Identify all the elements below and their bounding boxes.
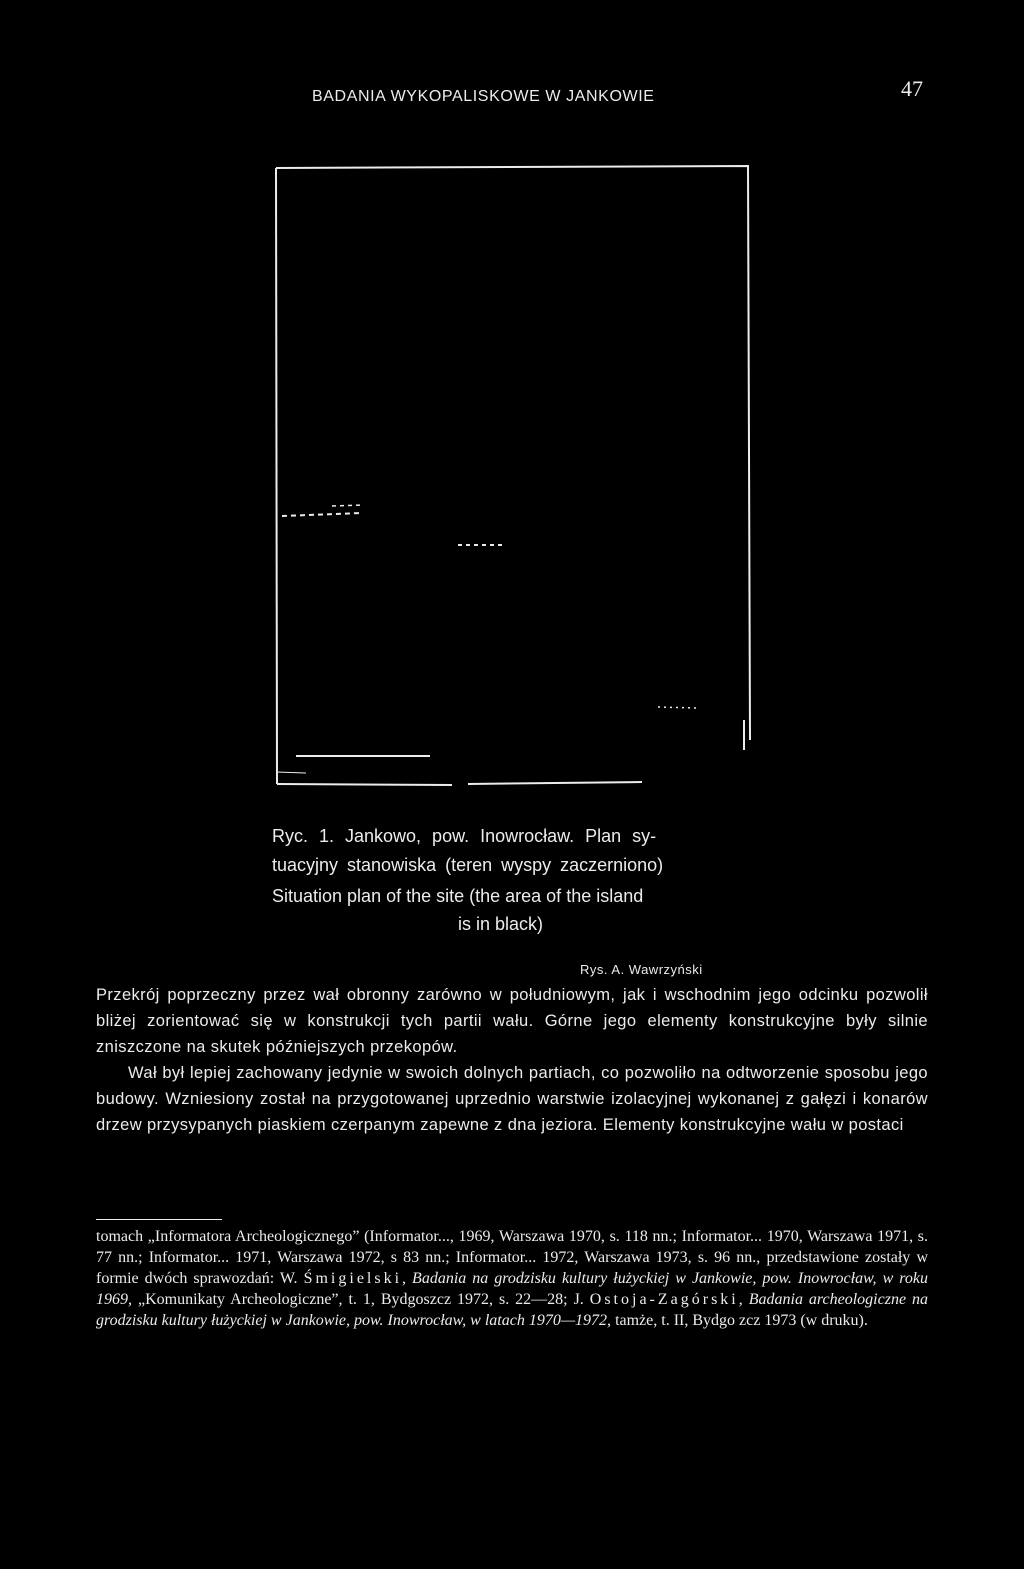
dotted-line-right: [658, 707, 696, 708]
plan-frame-left: [276, 168, 277, 784]
running-head: BADANIA WYKOPALISKOWE W JANKOWIE: [312, 88, 655, 105]
body-text: [96, 982, 928, 1138]
footnote-author: Ostoja-Zagórski: [589, 1291, 739, 1308]
figure-caption-english-line-1: Situation plan of the site (the area of the island: [272, 886, 644, 906]
footnote: [96, 1226, 928, 1331]
site-plan-figure: [272, 160, 756, 792]
footnote-separator-text: ,: [738, 1291, 749, 1308]
dashed-line-left: [282, 513, 362, 516]
site-plan-drawing: [272, 160, 756, 792]
edge-tick-lower: [276, 772, 306, 773]
footnote-text: tomach „Informatora Archeologicznego” (Informator..., 1969, Warszawa 1970, s. 118 nn.; Informator... 1970, Warszawa 1971, s. 77 nn.; Informator... 1971, Warszawa 1972, s 83 nn.; Informator... 1972, Warszawa 1973, s. 96 nn., przedstawione zostały w formie dwóch sprawozdań: W.: [96, 1228, 928, 1287]
footnote-author: Śmigielski: [303, 1270, 403, 1287]
figure-caption-polish-line-1: Ryc. 1. Jankowo, pow. Inowrocław. Plan sy-: [272, 826, 657, 846]
figure-caption-polish-line-2: tuacyjny stanowiska (teren wyspy zaczerniono): [272, 855, 664, 875]
figure-credit: Rys. A. Wawrzyński: [580, 962, 703, 977]
footnote-text: „Komunikaty Archeologiczne”, t. 1, Bydgoszcz 1972, s. 22—28; J.: [132, 1291, 590, 1308]
footnote-text: tamże, t. II, Bydgo zcz 1973 (w druku).: [611, 1312, 868, 1329]
footnote-separator-text: ,: [402, 1270, 413, 1287]
body-paragraph: Przekrój poprzeczny przez wał obronny zarówno w południowym, jak i wschodnim jego odcinku pozwolił bliżej zorientować się w konstrukcji tych partii wału. Górne jego elementy konstrukcyjne były silnie zniszczone na skutek późniejszych przekopów.: [96, 986, 928, 1056]
figure-caption-english-line-2: is in black): [458, 914, 544, 934]
plan-frame: [276, 166, 750, 740]
page-number: 47: [901, 76, 923, 101]
footnote-paragraph: [96, 1226, 928, 1331]
dashed-line-left-2: [332, 505, 362, 506]
footnote-title: Badania na grodzisku kultury łużyckiej w Jankowie, pow. Inowrocław, w roku 1969,: [96, 1270, 928, 1308]
body-paragraph: Wał był lepiej zachowany jedynie w swoich dolnych partiach, co pozwoliło na odtworzenie sposobu jego budowy. Wzniesiony został na przygotowanej uprzednio warstwie izolacyjnej wykonanej z gałęzi i konarów drzew przysypanych piaskiem czerpanym zapewne z dna jeziora. Elementy konstrukcyjne wału w postaci: [96, 1064, 928, 1134]
footnote-title: Badania archeologiczne na grodzisku kultury łużyckiej w Jankowie, pow. Inowrocław, w latach 1970—1972,: [96, 1291, 929, 1329]
footnote-separator: [96, 1219, 222, 1220]
plan-frame-bottom: [277, 782, 642, 785]
